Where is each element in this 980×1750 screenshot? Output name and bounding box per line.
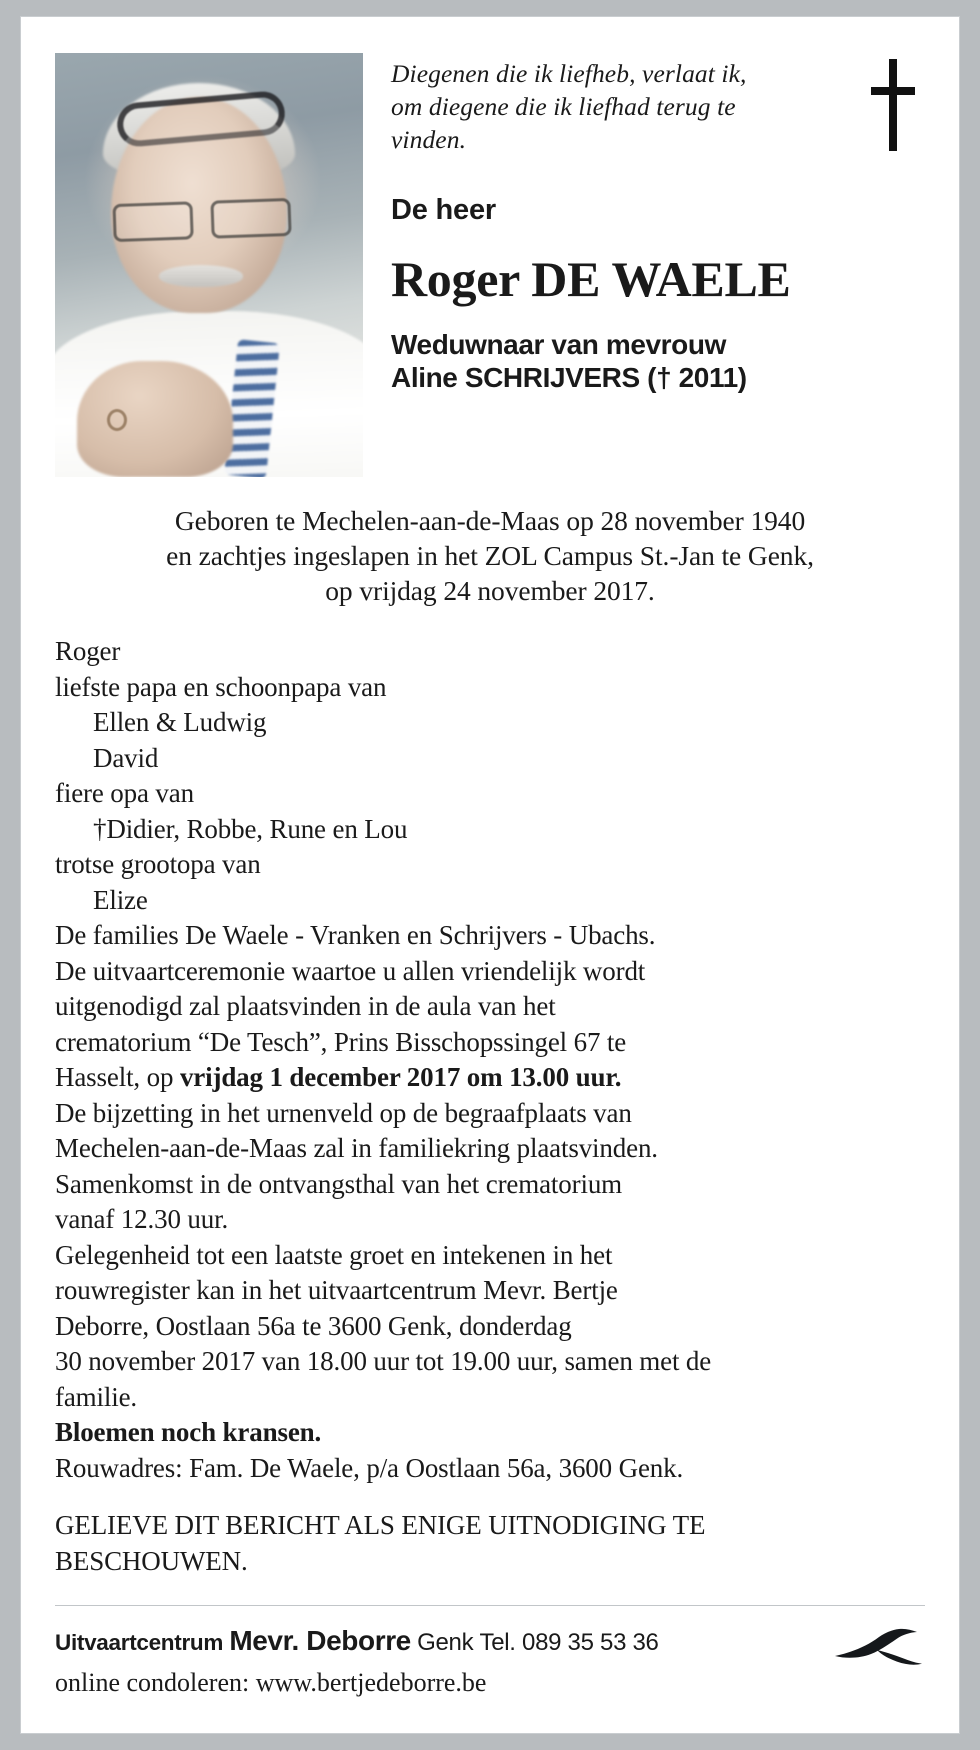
spouse-info-line-1: Weduwnaar van mevrouw: [391, 329, 726, 360]
photo-hands: [77, 361, 233, 477]
footer-divider: [55, 1605, 925, 1606]
cross-horizontal-bar: [871, 87, 915, 95]
birth-line: Geboren te Mechelen-aan-de-Maas op 28 november 1940: [174, 505, 806, 536]
photo-moustache: [159, 265, 243, 287]
footer-company-name: Mevr. Deborre: [229, 1625, 411, 1656]
birth-death-info: [55, 503, 925, 608]
burial-line-3: Samenkomst in de ontvangsthal van het crematorium: [55, 1168, 623, 1199]
invitation-notice-line-2: BESCHOUWEN.: [55, 1545, 248, 1576]
footer-city: Genk: [417, 1629, 474, 1656]
visitation-line-1: Gelegenheid tot een laatste groet en intekenen in het: [55, 1239, 613, 1270]
family-grandchild: †Didier, Robbe, Rune en Lou: [93, 813, 408, 844]
invitation-notice: [55, 1508, 925, 1579]
funeral-home-footer: [55, 1624, 925, 1700]
family-first-name: Roger: [55, 636, 121, 666]
portrait-image: [55, 53, 363, 477]
death-place-line: en zachtjes ingeslapen in het ZOL Campus St.-Jan te Genk,: [166, 540, 814, 571]
ceremony-line-3: crematorium “De Tesch”, Prins Bisschopssingel 67 te: [55, 1026, 627, 1057]
announcement-body: [55, 634, 925, 1486]
photo-ring: [107, 409, 127, 431]
card-header: [21, 17, 959, 477]
memorial-card: [20, 16, 960, 1734]
visitation-line-4: 30 november 2017 van 18.00 uur tot 19.00 uur, samen met de: [55, 1346, 712, 1376]
spouse-info: [391, 328, 925, 394]
family-role-grandfather: fiere opa van: [55, 778, 194, 808]
ceremony-line-4: [55, 1060, 925, 1096]
spouse-info-line-2: Aline SCHRIJVERS († 2011): [391, 362, 747, 393]
bird-swallow-logo-icon: [833, 1626, 923, 1668]
family-child: Ellen & Ludwig: [93, 707, 267, 737]
ceremony-line-4-prefix: Hasselt, op: [55, 1062, 180, 1092]
visitation-line-3: Deborre, Oostlaan 56a te 3600 Genk, donderdag: [55, 1310, 572, 1341]
cross-vertical-bar: [889, 59, 897, 151]
family-role-greatgrandfather: trotse grootopa van: [55, 849, 261, 879]
family-child: David: [93, 742, 159, 773]
footer-company-line: [55, 1624, 925, 1660]
burial-line-4: vanaf 12.30 uur.: [55, 1204, 229, 1234]
ceremony-line-2: uitgenodigd zal plaatsvinden in de aula van het: [55, 991, 556, 1021]
invitation-notice-line-1: GELIEVE DIT BERICHT ALS ENIGE UITNODIGING TE: [55, 1510, 706, 1540]
ceremony-line-1: De uitvaartceremonie waartoe u allen vriendelijk wordt: [55, 955, 646, 986]
photo-eyeglasses-icon: [112, 198, 291, 238]
salutation: De heer: [391, 194, 496, 226]
family-greatgrandchild: Elize: [93, 884, 148, 915]
deceased-name: Roger DE WAELE: [391, 251, 791, 307]
mourning-address: Rouwadres: Fam. De Waele, p/a Oostlaan 56a, 3600 Genk.: [55, 1452, 684, 1483]
footer-company-prefix: Uitvaartcentrum: [55, 1630, 224, 1655]
family-surnames: De families De Waele - Vranken en Schrijvers - Ubachs.: [55, 920, 656, 950]
ceremony-datetime: vrijdag 1 december 2017 om 13.00 uur.: [179, 1062, 622, 1092]
christian-cross-icon: [867, 59, 919, 151]
footer-phone: Tel. 089 35 53 36: [479, 1629, 659, 1656]
death-date-line: op vrijdag 24 november 2017.: [325, 575, 655, 606]
visitation-line-2: rouwregister kan in het uitvaartcentrum Mevr. Bertje: [55, 1275, 618, 1305]
flowers-note: Bloemen noch kransen.: [55, 1417, 322, 1447]
header-text-column: [363, 53, 925, 394]
family-role-father: liefste papa en schoonpapa van: [55, 671, 387, 702]
footer-online-condolences[interactable]: online condoleren: www.bertjedeborre.be: [55, 1668, 487, 1697]
burial-line-1: De bijzetting in het urnenveld op de begraafplaats van: [55, 1097, 632, 1128]
portrait-photo: [55, 53, 363, 477]
burial-line-2: Mechelen-aan-de-Maas zal in familiekring plaatsvinden.: [55, 1133, 658, 1163]
visitation-line-5: familie.: [55, 1381, 138, 1412]
memorial-quote: Diegenen die ik liefheb, verlaat ik, om diegene die ik liefhad terug te vinden.: [391, 59, 747, 154]
